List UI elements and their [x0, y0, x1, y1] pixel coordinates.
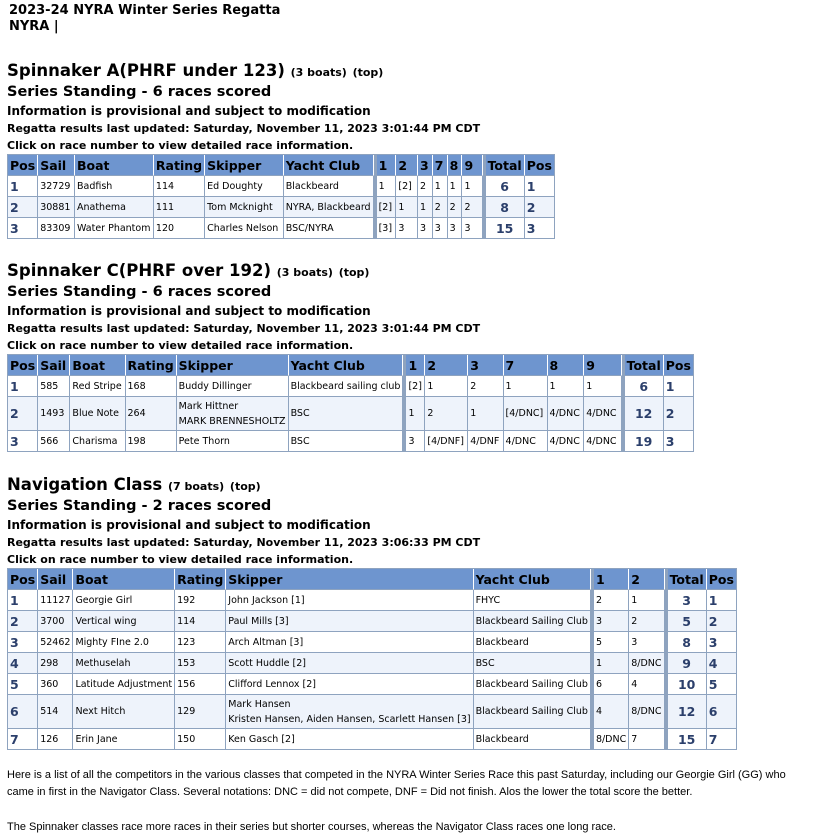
- rating-cell: 192: [175, 590, 226, 611]
- column-header: Yacht Club: [474, 569, 591, 590]
- page-header: [9, 3, 280, 35]
- provisional-notice: Information is provisional and subject to modification: [7, 518, 371, 532]
- column-header: Sail: [38, 355, 70, 376]
- total-score-cell: 8: [483, 197, 525, 218]
- last-updated: Regatta results last updated: Saturday, November 11, 2023 3:01:44 PM CDT: [7, 322, 481, 335]
- column-header: Skipper: [205, 155, 284, 176]
- race-score-cell: 1: [396, 197, 418, 218]
- final-position-cell: 4: [707, 653, 736, 674]
- race-score-cell: 7: [629, 729, 664, 749]
- race-score-cell: 1: [462, 176, 482, 197]
- race-number-link[interactable]: 9: [584, 355, 621, 376]
- position-cell: 3: [8, 218, 38, 238]
- results-table: [7, 154, 555, 239]
- race-score-cell: 6: [591, 674, 629, 695]
- total-score-cell: 9: [665, 653, 707, 674]
- skipper-cell: [205, 197, 284, 218]
- race-score-cell: [2]: [403, 376, 425, 397]
- yacht-club-cell: NYRA, Blackbeard: [284, 197, 374, 218]
- click-info: Click on race number to view detailed race information.: [7, 339, 354, 352]
- boat-name-cell: Latitude Adjustment: [73, 674, 175, 695]
- series-races-scored: 6 races scored: [152, 284, 272, 300]
- crew-names: MARK BRENNESHOLTZ: [178, 415, 286, 427]
- yacht-club-cell: BSC/NYRA: [284, 218, 374, 238]
- series-races-scored: 2 races scored: [152, 498, 272, 514]
- last-updated: Regatta results last updated: Saturday, November 11, 2023 3:06:33 PM CDT: [7, 536, 481, 549]
- race-number-link[interactable]: 7: [504, 355, 548, 376]
- skipper-cell: [177, 376, 289, 397]
- crew-names: Kristen Hansen, Aiden Hansen, Scarlett Hansen [3]: [228, 713, 471, 725]
- race-score-cell: 2: [462, 197, 482, 218]
- table-row: [8, 431, 693, 451]
- rating-cell: 111: [154, 197, 205, 218]
- sail-number-cell: 30881: [38, 197, 75, 218]
- yacht-club-cell: Blackbeard sailing club: [289, 376, 404, 397]
- column-header: Pos: [8, 569, 38, 590]
- total-score-cell: 12: [622, 397, 664, 431]
- final-position-cell: 6: [707, 695, 736, 729]
- race-number-link[interactable]: 2: [629, 569, 664, 590]
- race-score-cell: 3: [462, 218, 482, 238]
- total-score-cell: 5: [665, 611, 707, 632]
- table-row: [8, 695, 736, 729]
- position-cell: 1: [8, 176, 38, 197]
- race-score-cell: 1: [374, 176, 397, 197]
- column-header: Rating: [154, 155, 205, 176]
- position-cell: 2: [8, 397, 38, 431]
- rating-cell: 264: [126, 397, 177, 431]
- skipper-name: Ken Gasch [2]: [228, 733, 295, 745]
- class-section-navigation: [7, 474, 737, 750]
- table-row: [8, 653, 736, 674]
- total-score-cell: 15: [665, 729, 707, 749]
- rating-cell: 168: [126, 376, 177, 397]
- column-header: Boat: [75, 155, 154, 176]
- race-score-cell: 2: [418, 176, 433, 197]
- skipper-name: Paul Mills [3]: [228, 615, 289, 627]
- click-info: Click on race number to view detailed race information.: [7, 139, 354, 152]
- yacht-club-cell: Blackbeard: [474, 632, 591, 653]
- skipper-name: Pete Thorn: [178, 435, 230, 447]
- final-position-cell: 2: [525, 197, 554, 218]
- table-row: [8, 397, 693, 431]
- total-score-cell: 6: [622, 376, 664, 397]
- yacht-club-cell: Blackbeard: [474, 729, 591, 749]
- final-position-cell: 1: [707, 590, 736, 611]
- column-header: Skipper: [226, 569, 473, 590]
- yacht-club-cell: Blackbeard Sailing Club: [474, 674, 591, 695]
- skipper-name: Mark Hansen: [228, 698, 291, 710]
- race-score-cell: [4/DNF]: [425, 431, 468, 451]
- position-cell: 1: [8, 590, 38, 611]
- position-cell: 1: [8, 376, 38, 397]
- race-score-cell: 2: [425, 397, 468, 431]
- top-link[interactable]: (top): [229, 480, 261, 493]
- race-score-cell: 2: [448, 197, 463, 218]
- race-score-cell: 8/DNC: [629, 695, 664, 729]
- column-header: Pos: [664, 355, 693, 376]
- footer-paragraph-1: Here is a list of all the competitors in the various classes that competed in the NYRA Winter Series Race this past Saturday, including our Georgie Girl (GG) who came in first in the Navigator Class. Several notations: DNC = did not compete, DNF = Did not finish. Alos the lower the total score the better.: [7, 769, 786, 798]
- race-score-cell: 8/DNC: [591, 729, 629, 749]
- final-position-cell: 3: [707, 632, 736, 653]
- column-header: Sail: [38, 155, 75, 176]
- sail-number-cell: 32729: [38, 176, 75, 197]
- race-number-link[interactable]: 8: [448, 155, 463, 176]
- sail-number-cell: 360: [38, 674, 73, 695]
- boat-name-cell: Anathema: [75, 197, 154, 218]
- race-score-cell: 2: [629, 611, 664, 632]
- yacht-club-cell: BSC: [289, 397, 404, 431]
- race-score-cell: 3: [433, 218, 448, 238]
- total-score-cell: 15: [483, 218, 525, 238]
- total-score-cell: 19: [622, 431, 664, 451]
- race-number-link[interactable]: 2: [396, 155, 418, 176]
- skipper-cell: [226, 674, 473, 695]
- rating-cell: 123: [175, 632, 226, 653]
- results-table: [7, 354, 694, 452]
- race-score-cell: 4/DNF: [468, 431, 503, 451]
- column-header: Pos: [525, 155, 554, 176]
- last-updated: Regatta results last updated: Saturday, November 11, 2023 3:01:44 PM CDT: [7, 122, 481, 135]
- race-score-cell: 3: [403, 431, 425, 451]
- sail-number-cell: 126: [38, 729, 73, 749]
- boat-count: (3 boats): [276, 266, 333, 279]
- table-row: [8, 590, 736, 611]
- table-row: [8, 197, 554, 218]
- race-score-cell: 1: [448, 176, 463, 197]
- boat-name-cell: Badfish: [75, 176, 154, 197]
- sail-number-cell: 585: [38, 376, 70, 397]
- skipper-name: Charles Nelson: [207, 222, 279, 234]
- race-score-cell: 4/DNC: [548, 397, 585, 431]
- column-header: Skipper: [177, 355, 289, 376]
- race-score-cell: 2: [591, 590, 629, 611]
- table-row: [8, 218, 554, 238]
- skipper-name: Ed Doughty: [207, 180, 263, 192]
- skipper-name: Buddy Dillinger: [178, 380, 252, 392]
- column-header: Yacht Club: [289, 355, 404, 376]
- skipper-name: Arch Altman [3]: [228, 636, 304, 648]
- table-row: [8, 611, 736, 632]
- regatta-title: 2023-24 NYRA Winter Series Regatta: [9, 3, 281, 18]
- boat-name-cell: Red Stripe: [70, 376, 125, 397]
- class-section-spinnaker-c: [7, 260, 694, 452]
- column-header: Yacht Club: [284, 155, 374, 176]
- skipper-name: Tom Mcknight: [207, 201, 273, 213]
- sail-number-cell: 298: [38, 653, 73, 674]
- race-score-cell: 1: [433, 176, 448, 197]
- boat-name-cell: Next Hitch: [73, 695, 175, 729]
- rating-cell: 150: [175, 729, 226, 749]
- sail-number-cell: 11127: [38, 590, 73, 611]
- race-score-cell: 4/DNC: [548, 431, 585, 451]
- boat-name-cell: Methuselah: [73, 653, 175, 674]
- race-score-cell: 4: [591, 695, 629, 729]
- final-position-cell: 2: [707, 611, 736, 632]
- race-score-cell: 5: [591, 632, 629, 653]
- provisional-notice: Information is provisional and subject to modification: [7, 304, 371, 318]
- footer-notes: [7, 767, 824, 836]
- final-position-cell: 3: [665, 433, 675, 449]
- race-score-cell: 1: [591, 653, 629, 674]
- final-position-cell: 2: [664, 397, 693, 431]
- skipper-cell: [205, 218, 284, 238]
- boat-name-cell: Blue Note: [70, 397, 125, 431]
- skipper-cell: [226, 653, 473, 674]
- race-score-cell: 3: [418, 218, 433, 238]
- total-score-cell: 6: [483, 176, 525, 197]
- skipper-cell: [177, 397, 289, 431]
- skipper-name: Scott Huddle [2]: [228, 657, 307, 669]
- rating-cell: 120: [154, 218, 205, 238]
- skipper-cell: [226, 590, 473, 611]
- footer-paragraph-2: The Spinnaker classes race more races in their series but shorter courses, whereas the Navigator Class races one long race.: [7, 821, 616, 833]
- column-header: Pos: [8, 355, 38, 376]
- race-score-cell: 1: [418, 197, 433, 218]
- sail-number-cell: 566: [38, 431, 70, 451]
- race-score-cell: 1: [629, 590, 664, 611]
- yacht-club-cell: BSC: [289, 431, 404, 451]
- race-number-link[interactable]: 3: [418, 155, 433, 176]
- skipper-cell: [226, 611, 473, 632]
- race-score-cell: 3: [591, 611, 629, 632]
- race-score-cell: 2: [468, 376, 503, 397]
- series-standing-label: Series Standing -: [7, 498, 153, 514]
- column-header: Rating: [126, 355, 177, 376]
- race-score-cell: 4: [629, 674, 664, 695]
- total-score-cell: 8: [665, 632, 707, 653]
- total-score-cell: 10: [665, 674, 707, 695]
- skipper-cell: [226, 729, 473, 749]
- race-number-link[interactable]: 2: [425, 355, 468, 376]
- position-cell: 3: [8, 431, 38, 451]
- position-cell: 7: [8, 729, 38, 749]
- final-position-cell: 3: [526, 220, 536, 236]
- skipper-name: Clifford Lennox [2]: [228, 678, 316, 690]
- column-header: Sail: [38, 569, 73, 590]
- yacht-club-cell: FHYC: [474, 590, 591, 611]
- table-row: [8, 376, 693, 397]
- top-link[interactable]: (top): [338, 266, 370, 279]
- top-link[interactable]: (top): [352, 66, 384, 79]
- rating-cell: 129: [175, 695, 226, 729]
- position-cell: 2: [8, 197, 38, 218]
- series-standing-label: Series Standing -: [7, 84, 153, 100]
- boat-count: (7 boats): [167, 480, 225, 493]
- skipper-cell: [226, 632, 473, 653]
- yacht-club-cell: Blackbeard Sailing Club: [474, 695, 591, 729]
- skipper-name: John Jackson [1]: [228, 594, 305, 606]
- boat-name-cell: Georgie Girl: [73, 590, 175, 611]
- provisional-notice: Information is provisional and subject to modification: [7, 104, 371, 118]
- rating-cell: 198: [126, 431, 177, 451]
- total-score-cell: 12: [665, 695, 707, 729]
- series-races-scored: 6 races scored: [152, 84, 272, 100]
- race-score-cell: 1: [468, 397, 503, 431]
- race-number-link[interactable]: 1: [374, 155, 397, 176]
- organization-link[interactable]: NYRA |: [9, 19, 59, 34]
- race-number-link[interactable]: 7: [433, 155, 448, 176]
- table-row: [8, 674, 736, 695]
- total-score-cell: 3: [665, 590, 707, 611]
- race-score-cell: [2]: [396, 176, 418, 197]
- race-score-cell: 1: [425, 376, 468, 397]
- race-score-cell: 1: [584, 376, 621, 397]
- race-score-cell: 4/DNC: [584, 431, 621, 451]
- position-cell: 2: [8, 611, 38, 632]
- series-standing-label: Series Standing -: [7, 284, 153, 300]
- sail-number-cell: 1493: [38, 397, 70, 431]
- class-section-spinnaker-a: [7, 60, 555, 239]
- boat-name-cell: Charisma: [70, 431, 125, 451]
- race-number-link[interactable]: 9: [462, 155, 482, 176]
- position-cell: 4: [8, 653, 38, 674]
- table-row: [8, 729, 736, 749]
- race-score-cell: 8/DNC: [629, 653, 664, 674]
- race-score-cell: 3: [448, 218, 463, 238]
- sail-number-cell: 3700: [38, 611, 73, 632]
- yacht-club-cell: Blackbeard: [284, 176, 374, 197]
- race-number-link[interactable]: 1: [591, 569, 629, 590]
- skipper-cell: [177, 431, 289, 451]
- race-score-cell: 3: [396, 218, 418, 238]
- rating-cell: 156: [175, 674, 226, 695]
- boat-name-cell: Vertical wing: [73, 611, 175, 632]
- column-header: Rating: [175, 569, 226, 590]
- race-score-cell: 2: [433, 197, 448, 218]
- position-cell: 6: [8, 695, 38, 729]
- rating-cell: 114: [154, 176, 205, 197]
- sail-number-cell: 52462: [38, 632, 73, 653]
- boat-name-cell: Water Phantom: [75, 218, 154, 238]
- yacht-club-cell: BSC: [474, 653, 591, 674]
- boat-name-cell: Erin Jane: [73, 729, 175, 749]
- column-header: Boat: [70, 355, 125, 376]
- race-number-link[interactable]: 3: [468, 355, 503, 376]
- race-score-cell: 3: [629, 632, 664, 653]
- column-header: Total: [622, 355, 664, 376]
- race-score-cell: 1: [504, 376, 548, 397]
- column-header: Total: [483, 155, 525, 176]
- sail-number-cell: 83309: [38, 218, 75, 238]
- table-row: [8, 176, 554, 197]
- column-header: Pos: [707, 569, 736, 590]
- race-score-cell: 4/DNC: [504, 431, 548, 451]
- class-title: Navigation Class: [7, 475, 163, 494]
- click-info: Click on race number to view detailed race information.: [7, 553, 354, 566]
- class-title: Spinnaker A(PHRF under 123): [7, 61, 285, 80]
- boat-name-cell: Mighty FIne 2.0: [73, 632, 175, 653]
- position-cell: 5: [8, 674, 38, 695]
- table-row: [8, 632, 736, 653]
- column-header: Pos: [8, 155, 38, 176]
- race-score-cell: [4/DNC]: [504, 397, 548, 431]
- class-title: Spinnaker C(PHRF over 192): [7, 261, 271, 280]
- race-score-cell: [3]: [374, 218, 397, 238]
- column-header: Boat: [73, 569, 175, 590]
- column-header: Total: [665, 569, 707, 590]
- race-score-cell: 1: [548, 376, 585, 397]
- race-number-link[interactable]: 8: [548, 355, 585, 376]
- boat-count: (3 boats): [290, 66, 347, 79]
- race-number-link[interactable]: 1: [403, 355, 425, 376]
- rating-cell: 153: [175, 653, 226, 674]
- race-score-cell: [2]: [374, 197, 397, 218]
- final-position-cell: 5: [707, 674, 736, 695]
- skipper-cell: [205, 176, 284, 197]
- results-table: [7, 568, 737, 750]
- final-position-cell: 7: [708, 731, 718, 747]
- yacht-club-cell: Blackbeard Sailing Club: [474, 611, 591, 632]
- race-score-cell: 1: [403, 397, 425, 431]
- skipper-name: Mark Hittner: [178, 400, 239, 412]
- rating-cell: 114: [175, 611, 226, 632]
- position-cell: 3: [8, 632, 38, 653]
- race-score-cell: 4/DNC: [584, 397, 621, 431]
- final-position-cell: 1: [525, 176, 554, 197]
- sail-number-cell: 514: [38, 695, 73, 729]
- final-position-cell: 1: [664, 376, 693, 397]
- skipper-cell: [226, 695, 473, 729]
